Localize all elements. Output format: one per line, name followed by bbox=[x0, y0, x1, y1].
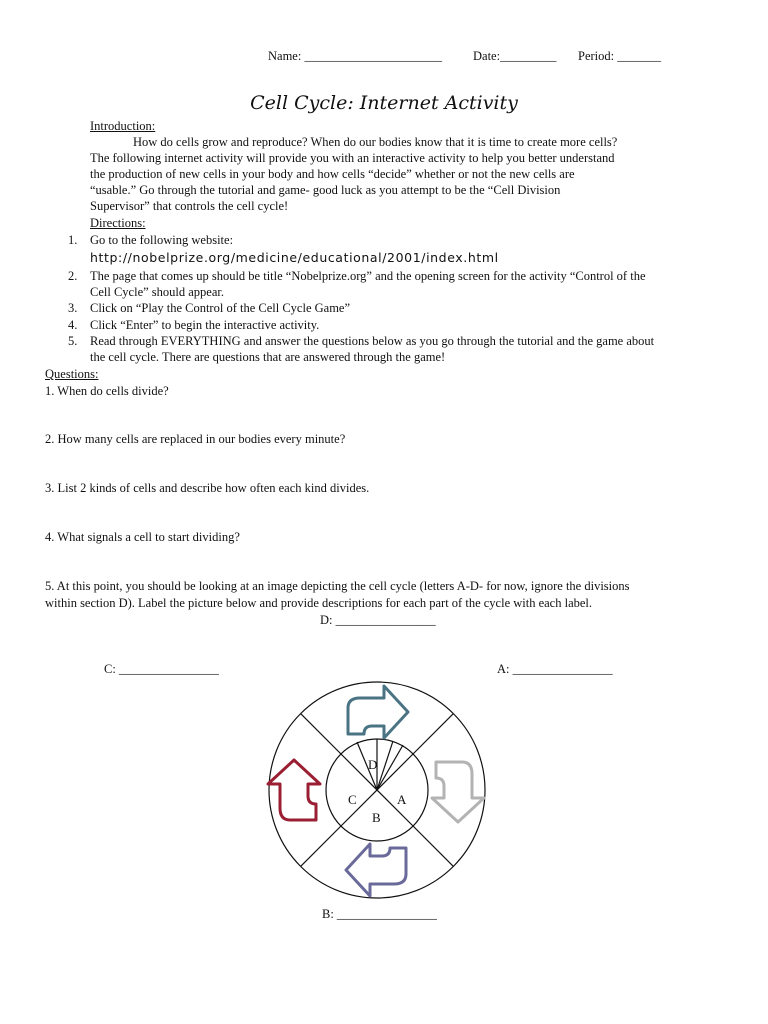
label-c-blank[interactable]: C: ________________ bbox=[104, 662, 219, 676]
direction-5-number: 5. bbox=[68, 334, 78, 348]
intro-line-3: the production of new cells in your body and how cells “decide” whether or not the new cells are bbox=[90, 167, 575, 181]
direction-1-number: 1. bbox=[68, 233, 78, 247]
label-d-blank[interactable]: D: ________________ bbox=[320, 613, 436, 627]
direction-3-number: 3. bbox=[68, 301, 78, 315]
direction-3-line-1: Click on “Play the Control of the Cell Cycle Game” bbox=[90, 301, 351, 315]
inner-label-c: C bbox=[348, 792, 357, 807]
introduction-heading: Introduction: bbox=[90, 119, 156, 133]
inner-label-a: A bbox=[397, 792, 407, 807]
label-b-blank[interactable]: B: ________________ bbox=[322, 907, 437, 921]
ring-divider-ne bbox=[413, 714, 453, 754]
direction-5-line-2: the cell cycle. There are questions that are answered through the game! bbox=[90, 350, 446, 364]
date-field[interactable]: Date:_________ bbox=[473, 49, 557, 63]
questions-heading: Questions: bbox=[45, 367, 99, 381]
website-url-link[interactable]: http://nobelprize.org/medicine/educational/2001/index.html bbox=[90, 250, 499, 265]
direction-2-number: 2. bbox=[68, 269, 78, 283]
question-4: 4. What signals a cell to start dividing? bbox=[45, 530, 240, 544]
direction-4-line-1: Click “Enter” to begin the interactive activity. bbox=[90, 318, 320, 332]
question-1: 1. When do cells divide? bbox=[45, 384, 169, 398]
question-2: 2. How many cells are replaced in our bodies every minute? bbox=[45, 432, 346, 446]
intro-line-5: Supervisor” that controls the cell cycle! bbox=[90, 199, 289, 213]
page-title: Cell Cycle: Internet Activity bbox=[250, 92, 518, 114]
question-5-line-2: within section D). Label the picture below and provide descriptions for each part of the cycle with each label. bbox=[45, 596, 593, 610]
intro-line-1: How do cells grow and reproduce? When do our bodies know that it is time to create more cells? bbox=[133, 135, 618, 149]
period-field[interactable]: Period: _______ bbox=[578, 49, 661, 63]
question-3: 3. List 2 kinds of cells and describe how often each kind divides. bbox=[45, 481, 370, 495]
direction-4-number: 4. bbox=[68, 318, 78, 332]
ring-divider-nw bbox=[301, 714, 341, 754]
arrow-right-icon bbox=[432, 762, 484, 822]
direction-2-line-1: The page that comes up should be title “Nobelprize.org” and the opening screen for the activity “Control of the bbox=[90, 269, 646, 283]
direction-2-line-2: Cell Cycle” should appear. bbox=[90, 285, 224, 299]
arrow-left-icon bbox=[268, 760, 320, 820]
ring-divider-sw bbox=[301, 826, 341, 866]
intro-line-4: “usable.” Go through the tutorial and game- good luck as you attempt to be the “Cell Division bbox=[90, 183, 561, 197]
ring-divider-se bbox=[413, 826, 453, 866]
direction-1-line-1: Go to the following website: bbox=[90, 233, 234, 247]
name-field[interactable]: Name: ______________________ bbox=[268, 49, 442, 63]
inner-label-b: B bbox=[372, 810, 381, 825]
inner-label-d: D bbox=[368, 757, 378, 772]
intro-line-2: The following internet activity will provide you with an interactive activity to help you better understand bbox=[90, 151, 615, 165]
question-5-line-1: 5. At this point, you should be looking at an image depicting the cell cycle (letters A-D- for now, ignore the divisions bbox=[45, 579, 630, 593]
label-a-blank[interactable]: A: ________________ bbox=[497, 662, 613, 676]
arrow-bottom-icon bbox=[346, 844, 406, 896]
direction-5-line-1: Read through EVERYTHING and answer the questions below as you go through the tutorial and the game about bbox=[90, 334, 655, 348]
directions-heading: Directions: bbox=[90, 216, 146, 230]
arrow-top-icon bbox=[348, 686, 408, 738]
